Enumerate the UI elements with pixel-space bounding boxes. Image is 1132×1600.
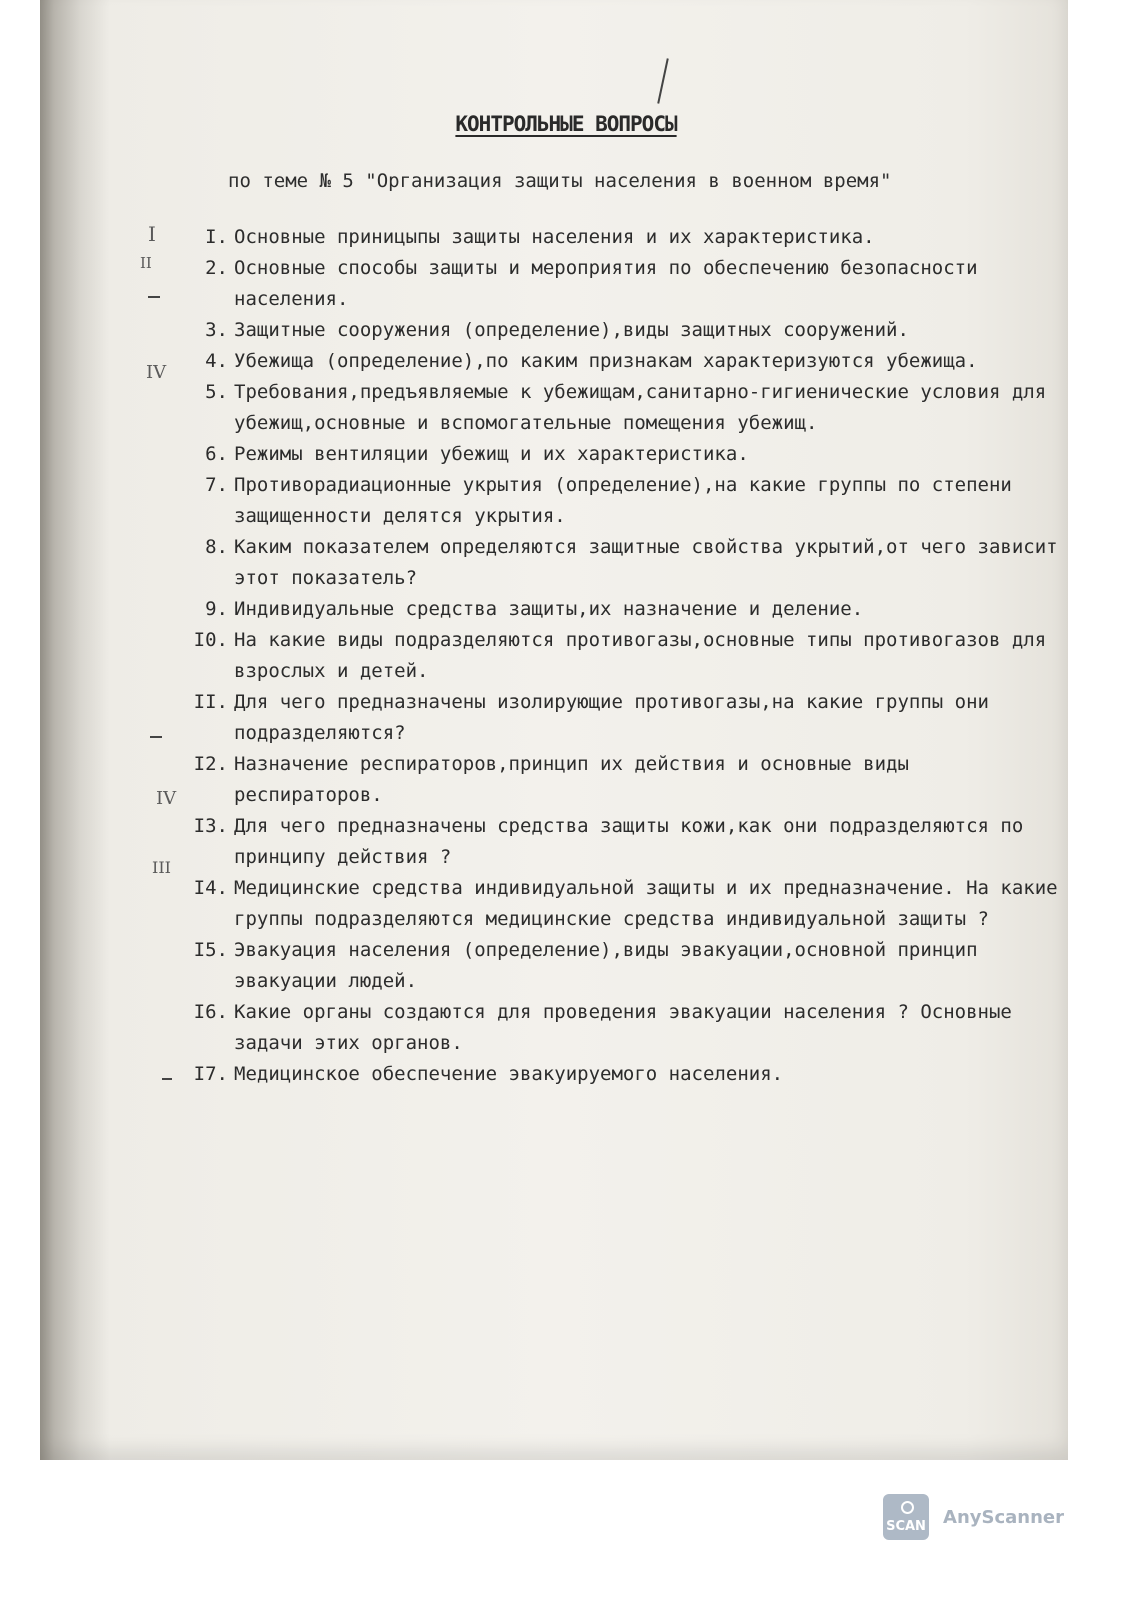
question-number: I3. — [193, 815, 228, 837]
margin-mark: IV — [156, 788, 177, 809]
question-number: 6. — [205, 443, 228, 465]
question-text: Индивидуальные средства защиты,их назначение и деление. — [234, 598, 864, 620]
question-number: 9. — [205, 598, 228, 620]
question-text: Противорадиационные укрытия (определение),на какие группы по степени защищенности делятся укрытия. — [234, 474, 1012, 527]
question-item — [180, 811, 1060, 873]
question-number: I2. — [193, 753, 228, 775]
scan-badge-text: SCAN — [886, 1519, 926, 1534]
question-item — [180, 346, 1060, 377]
question-item — [180, 594, 1060, 625]
question-item — [180, 315, 1060, 346]
question-number: 5. — [205, 381, 228, 403]
question-number: 4. — [205, 350, 228, 372]
question-text: На какие виды подразделяются противогазы,основные типы противогазов для взрослых и детей. — [234, 629, 1047, 682]
question-item — [180, 997, 1060, 1059]
question-text: Для чего предназначены изолирующие противогазы,на какие группы они подразделяются? — [234, 691, 989, 744]
question-number: I6. — [193, 1001, 228, 1023]
question-list — [180, 222, 1060, 1090]
question-item — [180, 253, 1060, 315]
question-item — [180, 470, 1060, 532]
question-text: Назначение респираторов,принцип их действия и основные виды респираторов. — [234, 753, 909, 806]
question-number: 8. — [205, 536, 228, 558]
question-number: I4. — [193, 877, 228, 899]
question-text: Какие органы создаются для проведения эвакуации населения ? Основные задачи этих органов. — [234, 1001, 1012, 1054]
pen-stroke — [148, 296, 160, 298]
margin-mark: II — [140, 254, 152, 272]
pen-stroke — [162, 1078, 172, 1080]
scanner-watermark — [883, 1494, 1064, 1540]
scanner-brand: AnyScanner — [943, 1506, 1064, 1528]
question-number: 3. — [205, 319, 228, 341]
question-item — [180, 935, 1060, 997]
question-number: I0. — [193, 629, 228, 651]
question-text: Эвакуация населения (определение),виды эвакуации,основной принцип эвакуации людей. — [234, 939, 978, 992]
question-text: Основные приницыпы защиты населения и их характеристика. — [234, 226, 875, 248]
question-item — [180, 532, 1060, 594]
margin-mark: IV — [146, 362, 167, 383]
margin-mark: III — [152, 858, 171, 877]
question-text: Медицинское обеспечение эвакуируемого населения. — [234, 1063, 784, 1085]
question-number: I. — [205, 226, 228, 248]
question-text: Убежища (определение),по каким признакам характеризуются убежища. — [234, 350, 978, 372]
question-number: 2. — [205, 257, 228, 279]
question-text: Медицинские средства индивидуальной защиты и их предназначение. На какие группы подразделяются медицинские средства индивидуальной защиты ? — [234, 877, 1058, 930]
page-subtitle: по теме № 5 "Организация защиты населения в военном время" — [228, 170, 892, 192]
question-item — [180, 687, 1060, 749]
question-text: Каким показателем определяются защитные свойства укрытий,от чего зависит этот показатель? — [234, 536, 1058, 589]
question-number: I7. — [193, 1063, 228, 1085]
question-item — [180, 377, 1060, 439]
pen-stroke — [150, 736, 162, 738]
page-title: КОНТРОЛЬНЫЕ ВОПРОСЫ — [455, 112, 677, 136]
question-number: I5. — [193, 939, 228, 961]
question-text: Требования,предъявляемые к убежищам,санитарно-гигиенические условия для убежищ,основные и вспомогательные помещения убежищ. — [234, 381, 1047, 434]
question-item — [180, 1059, 1060, 1090]
question-number: II. — [193, 691, 228, 713]
question-item — [180, 873, 1060, 935]
question-text: Защитные сооружения (определение),виды защитных сооружений. — [234, 319, 909, 341]
question-item — [180, 222, 1060, 253]
question-text: Основные способы защиты и мероприятия по обеспечению безопасности населения. — [234, 257, 978, 310]
question-text: Режимы вентиляции убежищ и их характеристика. — [234, 443, 749, 465]
scan-icon — [883, 1494, 929, 1540]
margin-mark: I — [148, 222, 156, 246]
question-text: Для чего предназначены средства защиты кожи,как они подразделяются по принципу действия ? — [234, 815, 1024, 868]
question-item — [180, 749, 1060, 811]
question-item — [180, 625, 1060, 687]
question-item — [180, 439, 1060, 470]
question-number: 7. — [205, 474, 228, 496]
